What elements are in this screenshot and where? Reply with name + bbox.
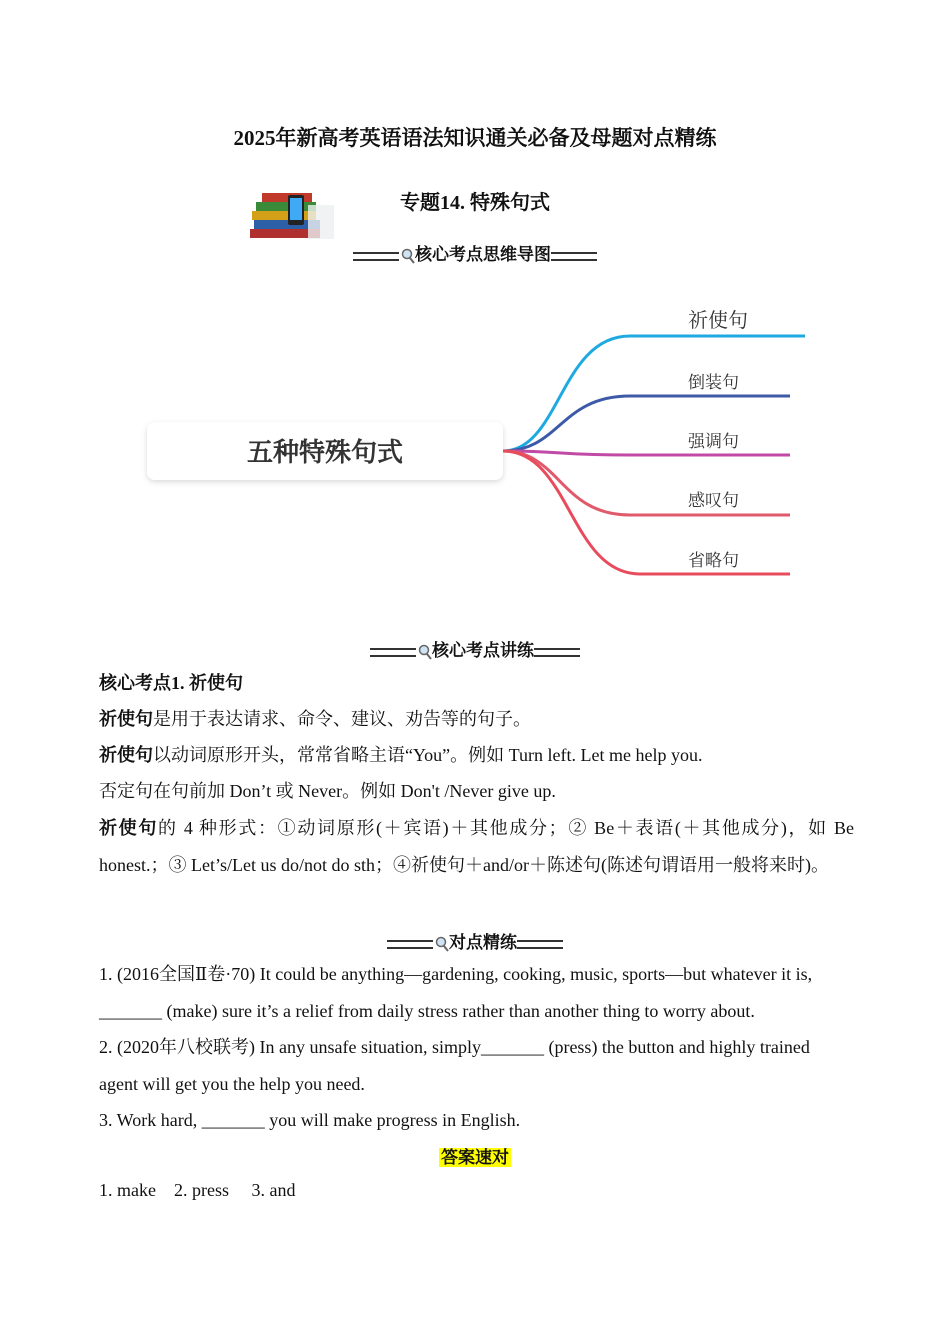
forms-paragraph: 祈使句的 4 种形式：①动词原形(＋宾语)＋其他成分；② Be＋表语(＋其他成分)，如 Be honest.；③ Let’s/Let us do/not do sth；④祈使句＋and/or＋陈述句(陈述句谓语用一般将来时)。 [99,818,855,875]
divider [534,648,580,657]
practice-header [0,928,950,953]
definition-paragraph: 祈使句是用于表达请求、命令、建议、劝告等的句子。 [99,709,531,729]
question-1: 1. (2016全国Ⅱ卷·70) It could be anything—gardening, cooking, music, sports—but whatever it is, _______ (make) sure it’s a relief from daily stress rather than another thing to worry about. [99,964,813,1021]
branch-label: 强调句 [688,432,739,452]
negative-paragraph: 否定句在句前加 Don’t 或 Never。例如 Don't /Never give up. [99,781,556,801]
term: 祈使句 [99,709,153,729]
magnifier-icon [435,936,449,952]
divider [551,252,597,261]
usage-paragraph: 祈使句以动词原形开头，常常省略主语“You”。例如 Turn left. Let me help you. [99,745,703,765]
mindmap-header [0,240,950,265]
question-2: 2. (2020年八校联考) In any unsafe situation, simply_______ (press) the button and highly trained agent will get you the help you need. [99,1037,810,1094]
document-title: 2025年新高考英语语法知识通关必备及母题对点精练 [233,126,717,150]
magnifier-icon [418,644,432,660]
divider [353,252,399,261]
divider [387,940,433,949]
branch-label: 感叹句 [688,491,739,511]
branch-label: 祈使句 [688,308,748,332]
magnifier-icon [401,248,415,264]
mindmap-header-label: 核心考点思维导图 [415,245,551,264]
lecture-header-label: 核心考点讲练 [432,641,534,660]
branch-label: 倒装句 [688,373,739,393]
branch-line [503,451,790,515]
term: 祈使句 [99,818,159,838]
branch-label: 省略句 [688,551,739,571]
answers-line: 1. make 2. press 3. and [99,1180,296,1200]
branch-line [503,396,790,451]
point-heading: 核心考点1. 祈使句 [99,673,243,693]
practice-header-label: 对点精练 [449,933,517,952]
branch-line [503,451,790,455]
answers-heading: 答案速对 [441,1148,509,1167]
topic-title: 专题14. 特殊句式 [400,192,550,214]
root-node-label: 五种特殊句式 [246,438,404,468]
question-3: 3. Work hard, _______ you will make progress in English. [99,1110,521,1130]
mind-map [130,290,820,600]
term: 祈使句 [99,745,153,765]
divider [370,648,416,657]
divider [517,940,563,949]
lecture-header [0,636,950,661]
